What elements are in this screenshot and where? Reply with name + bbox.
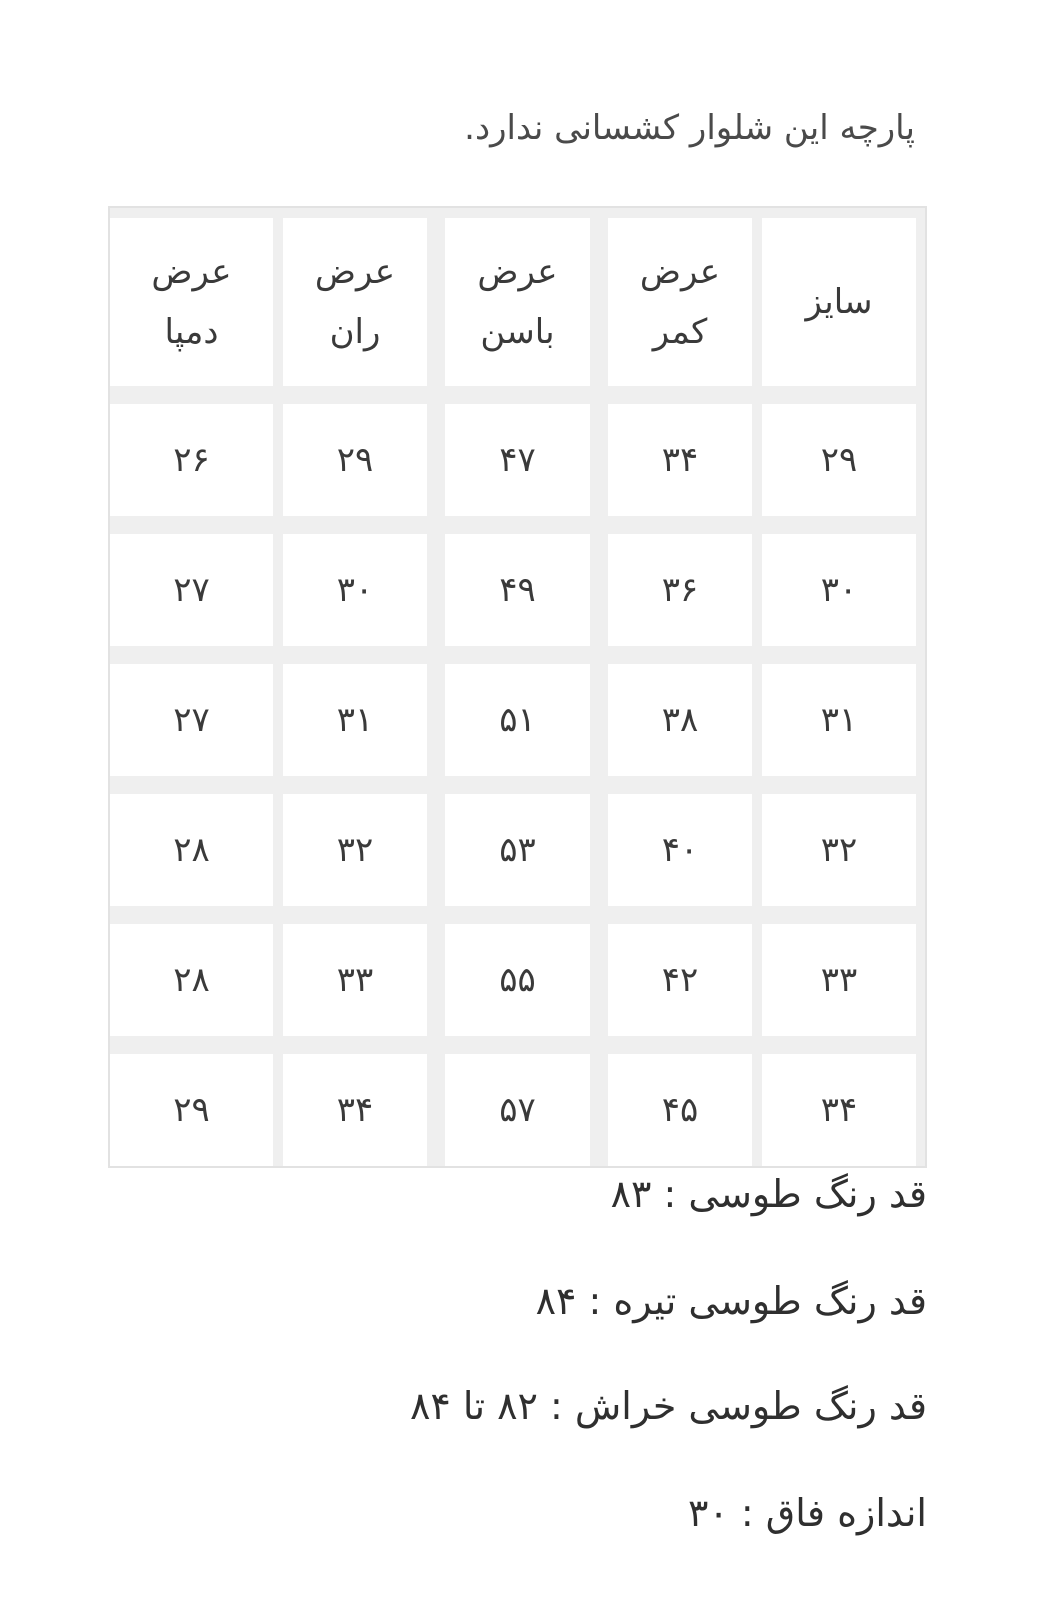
header-hem-width: عرض دمپا	[110, 218, 273, 386]
table-cell: ۵۵	[445, 924, 590, 1036]
table-cell: ۴۷	[445, 404, 590, 516]
table-cell: ۵۳	[445, 794, 590, 906]
table-cell: ۳۳	[762, 924, 916, 1036]
table-cell: ۵۷	[445, 1054, 590, 1166]
table-cell: ۳۴	[762, 1054, 916, 1166]
table-cell: ۳۲	[283, 794, 427, 906]
rise-measurement: اندازه فاق : ۳۰	[688, 1491, 927, 1535]
length-dark-gray: قد رنگ طوسی تیره : ۸۴	[535, 1279, 927, 1323]
table-cell: ۲۸	[110, 794, 273, 906]
table-cell: ۲۷	[110, 534, 273, 646]
header-thigh-width: عرض ران	[283, 218, 427, 386]
header-size: سایز	[762, 218, 916, 386]
table-cell: ۲۹	[110, 1054, 273, 1166]
table-cell: ۴۵	[608, 1054, 752, 1166]
table-cell: ۵۱	[445, 664, 590, 776]
length-gray: قد رنگ طوسی : ۸۳	[610, 1172, 927, 1216]
table-cell: ۴۹	[445, 534, 590, 646]
table-cell: ۲۶	[110, 404, 273, 516]
header-waist-width: عرض کمر	[608, 218, 752, 386]
table-cell: ۳۳	[283, 924, 427, 1036]
table-cell: ۴۲	[608, 924, 752, 1036]
fabric-note: پارچه این شلوار کشسانی ندارد.	[464, 108, 915, 148]
table-cell: ۳۴	[608, 404, 752, 516]
table-cell: ۳۲	[762, 794, 916, 906]
table-cell: ۳۱	[283, 664, 427, 776]
header-hip-width: عرض باسن	[445, 218, 590, 386]
table-cell: ۲۸	[110, 924, 273, 1036]
table-cell: ۴۰	[608, 794, 752, 906]
table-cell: ۲۹	[283, 404, 427, 516]
table-cell: ۳۰	[283, 534, 427, 646]
size-table	[108, 206, 927, 1168]
table-cell: ۳۶	[608, 534, 752, 646]
table-cell: ۳۴	[283, 1054, 427, 1166]
table-cell: ۳۱	[762, 664, 916, 776]
length-scratched-gray: قد رنگ طوسی خراش : ۸۲ تا ۸۴	[409, 1384, 927, 1428]
table-cell: ۲۷	[110, 664, 273, 776]
table-cell: ۳۸	[608, 664, 752, 776]
table-cell: ۳۰	[762, 534, 916, 646]
table-cell: ۲۹	[762, 404, 916, 516]
